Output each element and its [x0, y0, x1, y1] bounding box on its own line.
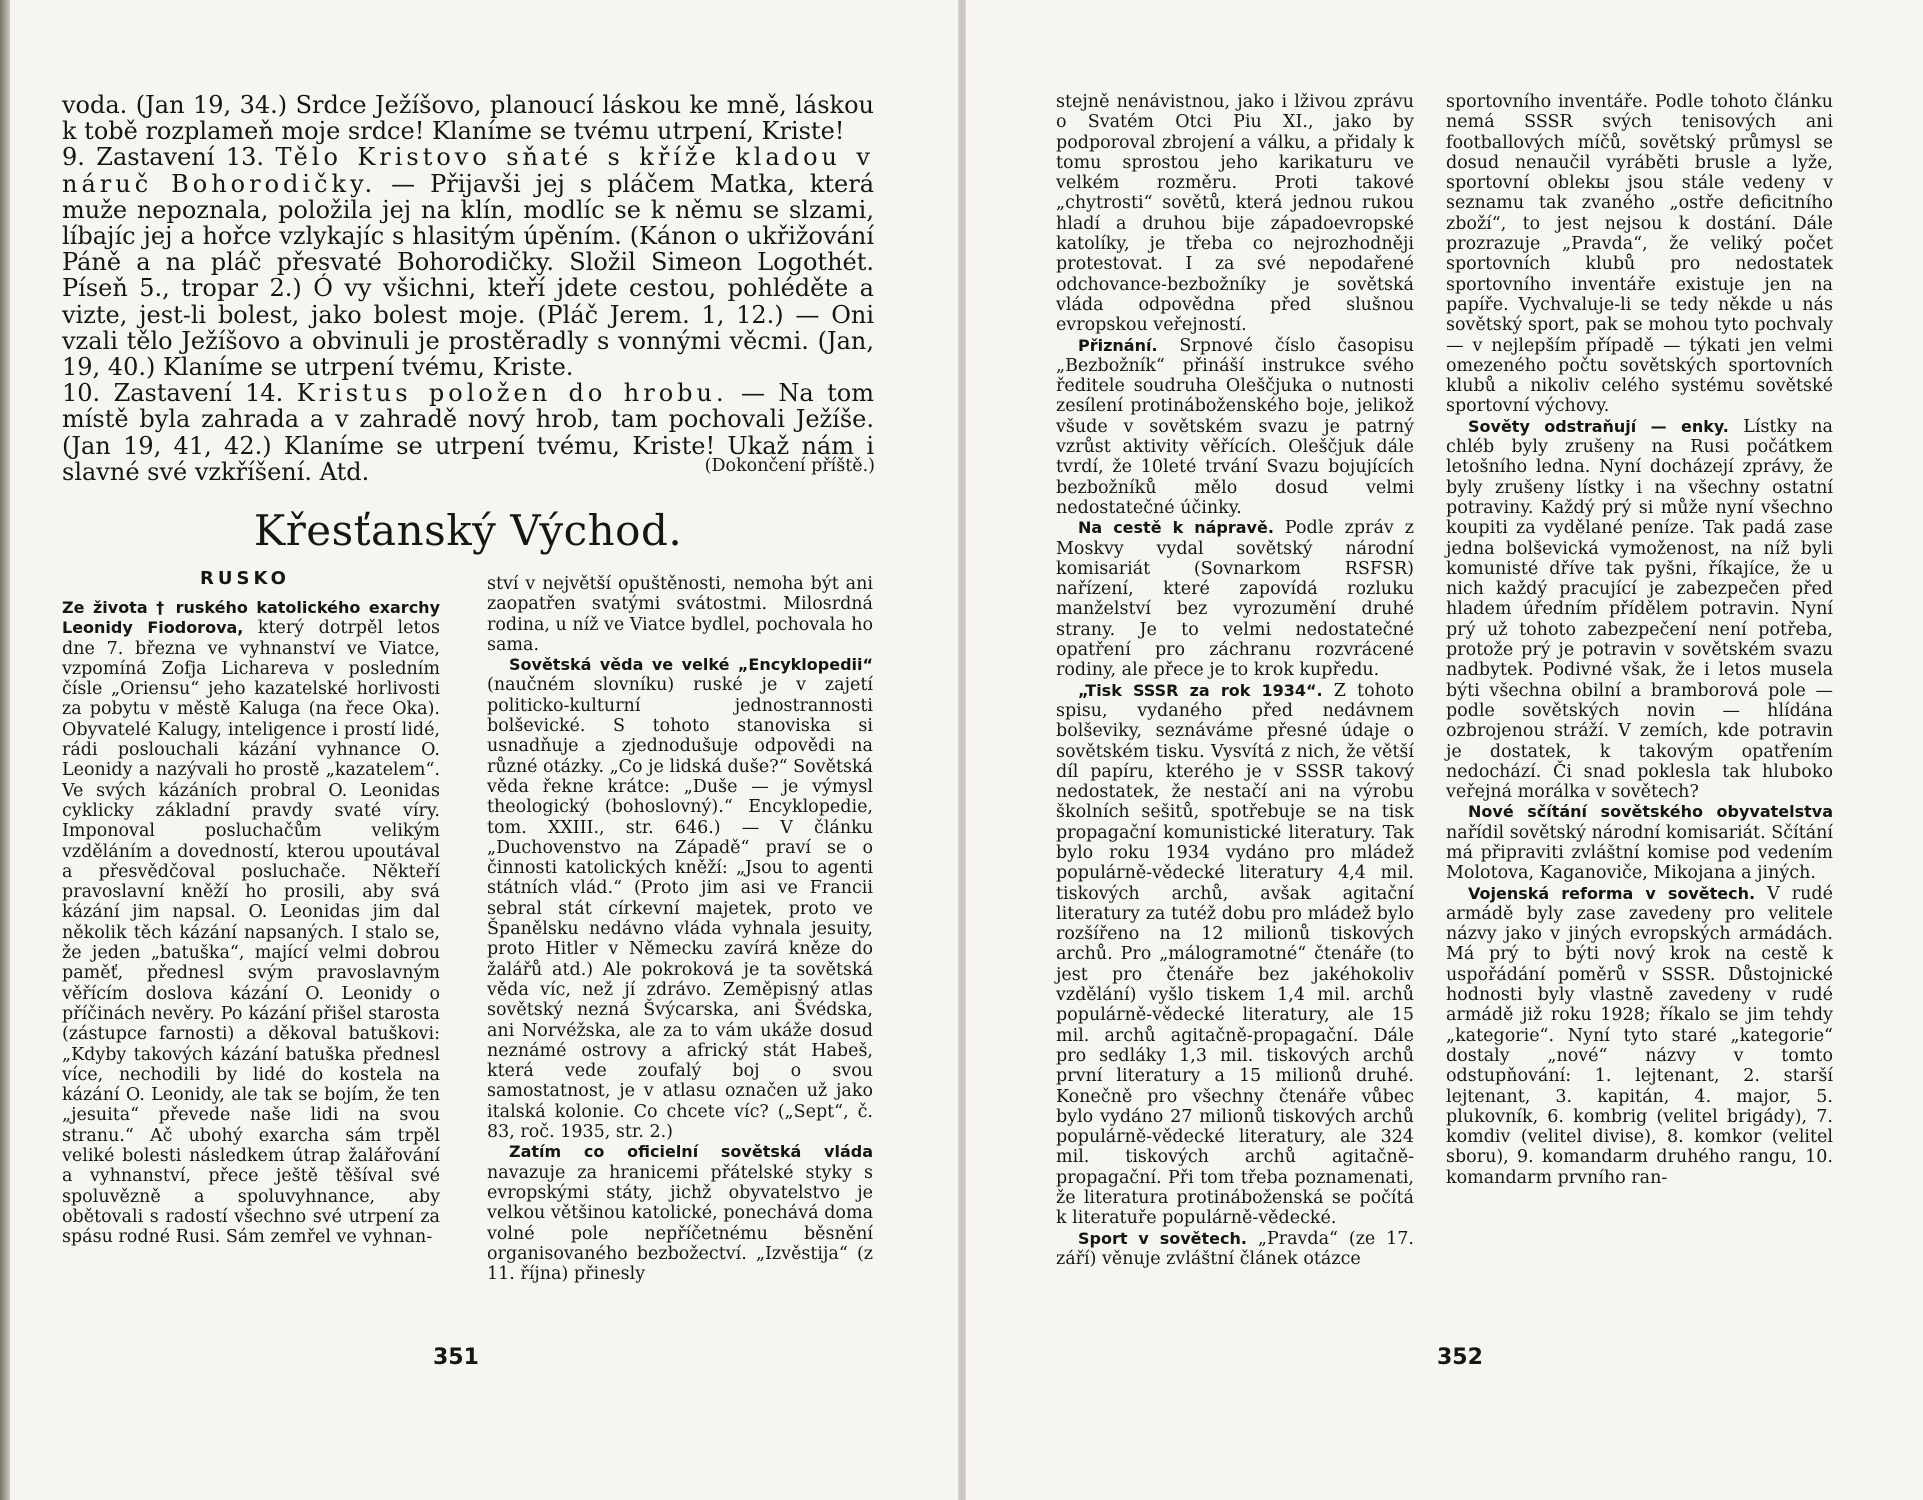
- article-paragraph: Ze života † ruského katolického exarchy Leonidy Fiodorova, který dotrpěl letos dne 7. března ve vyhnanství ve Viatce, vzpomíná Zofja Lichareva v posledním čísle „Oriensu“ jeho kazatelské horlivosti za pobytu v městě Kaluga (na řece Oka). Obyvatelé Kalugy, inteligence i prostí lidé, rádi poslouchali kázání vyhnance O. Leonidy a nazývali ho prostě „kazatelem“. Ve svých kázáních probral O. Leonidas cyklicky základní pravdy svaté víry. Imponoval posluchačům velikým vzděláním a dovedností, kterou upoutával a přesvědčoval posluchače. Někteří pravoslavní kněží ho prosili, aby svá kázání jim napsal. O. Leonidas jim dal několik těch kázání napsaných. I stalo se, že jeden „batuška“, mající velmi dobrou paměť, přednesl svým pravoslavným věřícím doslova kázání O. Leonidy o příčinách nevěry. Po kázání přišel starosta (zástupce farnosti) a děkoval batuškovi: „Kdyby takových kázání batuška přednesl více, nechodili by lidé do kostela na kázání O. Leonidy, ale tak se bojím, že ten „jesuita“ převede naše lidi na svou stranu.“ Ač ubohý exarcha sám trpěl veliké bolesti následkem útrap žalářování a vyhnanství, přece ještě těšíval své spoluvězně a spoluvyhnance, aby obětovali s radostí všechno své utrpení za spásu rodné Rusi. Sám zemřel ve vyhnan-: [62, 598, 440, 1248]
- article-paragraph: Zatím co oficielní sovětská vláda navazuje za hranicemi přátelské styky s evropskými státy, jichž obyvatelstvo je velkou většinou katolické, ponechává doma volné pole nepříčetnému běsnění organisovaného bezbožectví. „Izvěstija“ (z 11. října) přinesly: [487, 1142, 873, 1285]
- station-14: 10. Zastavení 14. Kristus položen do hrobu. — Na tom místě byla zahrada a v zahradě nový hrob, tam pochovali Ježíše. (Jan 19, 41, 42.) Klaníme se utrpení tvému, Kriste! Ukaž nám i slavné své vzkříšení. Atd.: [62, 379, 874, 486]
- article-paragraph: Vojenská reforma v sovětech. V rudé armádě byly zase zavedeny pro velitele názvy jako v jiných evropských armádách. Má prý to býti nový krok na cestě k uspořádání poměrů v SSSR. Důstojnické hodnosti byly vlastně zavedeny v rudé armádě již roku 1928; říkalo se jim tehdy „kategorie“. Nyní tyto staré „kategorie“ dostaly „nové“ názvy v tomto odstupňování: 1. lejtenant, 2. starší lejtenant, 3. kapitán, 4. major, 5. plukovník, 6. kombrig (velitel brigády), 7. komdiv (velitel divise), 8. komkor (velitel sboru), 9. komandarm druhého rangu, 10. komandarm prvního ran-: [1446, 883, 1833, 1188]
- right-page: [966, 0, 1923, 1500]
- left-column-1: [62, 598, 440, 1248]
- article-lead: Přiznání.: [1078, 335, 1158, 355]
- to-be-continued-note: (Dokončení příště.): [704, 456, 875, 476]
- section-title: Křesťanský Východ.: [253, 506, 683, 555]
- station-14-title: Kristus položen do hrobu.: [296, 379, 728, 408]
- article-lead: Zatím co oficielní sovětská vláda: [509, 1142, 873, 1162]
- article-paragraph: Sověty odstraňují — enky. Lístky na chléb byly zrušeny na Rusi počátkem letošního ledna. Nyní docházejí zprávy, že byly zrušeny lístky i na všechny ostatní potraviny. Každý prý si může nyní všechno koupiti za vydělané peníze. Tak padá zase jedna bolševická vymoženost, na níž byli komunisté dříve tak pyšni, říkajíce, že u nich každý pracující je zabezpečen před hladem úředním přídělem potravin. Nyní prý už tohoto zabezpečení není potřeba, protože prý je potravin v sovětském svazu nadbytek. Podivné však, že i letos musela býti všechna obilní a bramborová pole — podle sovětských novin — hlídána ozbrojenou stráží. V zemích, kde potravin je dostatek, k takovým opatřením nedochází. Či snad poklesla tak hluboko veřejná morálka v sovětech?: [1446, 416, 1833, 803]
- station-13-title: Tělo Kristovo sňaté s kříže kladou v náruč Bohorodičky.: [62, 143, 874, 198]
- article-paragraph: Nové sčítání sovětského obyvatelstva nařídil sovětský národní komisariát. Sčítání má připraviti zvláštní komise pod vedením Molotova, Kaganoviče, Mikojana a jiných.: [1446, 802, 1833, 884]
- left-page: [0, 0, 958, 1500]
- article-lead: Sport v sovětech.: [1078, 1228, 1247, 1248]
- page-edge-shadow: [0, 0, 10, 1500]
- top-paragraph: voda. (Jan 19, 34.) Srdce Ježíšovo, planoucí láskou ke mně, láskou k tobě rozplameň moje srdce! Klaníme se tvému utrpení, Kriste!: [62, 91, 874, 146]
- article-lead: „Tisk SSSR za rok 1934“.: [1078, 680, 1323, 700]
- article-lead: Vojenská reforma v sovětech.: [1468, 883, 1756, 903]
- right-column-1: [1056, 92, 1414, 1269]
- article-paragraph: Přiznání. Srpnové číslo časopisu „Bezbožník“ přináší instrukce svého ředitele soudruha Oleščjuka o nutnosti zesílení protináboženského boje, jelikož všude v sovětském svazu je patrný vzrůst aktivity věřících. Oleščjuk dále tvrdí, že 10leté trvání Svazu bojujících bezbožníků mělo dosud velmi nedostatečné účinky.: [1056, 335, 1414, 518]
- article-lead: Nové sčítání sovětského obyvatelstva: [1468, 802, 1833, 822]
- station-13: 9. Zastavení 13. Tělo Kristovo sňaté s kříže kladou v náruč Bohorodičky. — Přijavši jej s pláčem Matka, která muže nepoznala, položila jej na klín, modlíc se k němu se slzami, líbajíc jej a hořce vzlykajíc s hlasitým úpěním. (Kánon o ukřižování Páně a na pláč přesvaté Bohorodičky. Složil Simeon Logothét. Píseň 5., tropar 2.) Ó vy všichni, kteří jdete cestou, pohléděte a vizte, jest-li bolest, jako bolest moje. (Pláč Jerem. 1, 12.) — Oni vzali tělo Ježíšovo a obvinuli je prostěradly s vonnými věcmi. (Jan, 19, 40.) Klaníme se utrpení tvému, Kriste.: [62, 143, 874, 382]
- article-lead: Ze života † ruského katolického exarchy Leonidy Fiodorova,: [62, 598, 440, 638]
- article-lead: Sovětská věda ve velké „Encyklopedii“: [509, 655, 873, 675]
- page-number-left: 351: [433, 1345, 479, 1370]
- article-lead: Na cestě k nápravě.: [1078, 518, 1274, 538]
- subheading-rusko: RUSKO: [200, 568, 290, 589]
- article-paragraph: stejně nenávistnou, jako i lživou zprávu o Svatém Otci Piu XI., jako by podporoval zbrojení a válku, a přidaly k tomu sprostou jeho karikaturu ve velkém rozměru. Proti takové „chytrosti“ sovětů, která jednou rukou hladí a druhou bije západoevropské katolíky, je třeba co nejrozhodněji protestovat. I za své nepodařené odchovance-bezbožníky je sovětská vláda odpovědna před slušnou evropskou veřejností.: [1056, 92, 1414, 336]
- article-paragraph: „Tisk SSSR za rok 1934“. Z tohoto spisu, vydaného před nedávnem bolševiky, seznáváme přesné údaje o sovětském tisku. Vysvítá z nich, že větší díl papíru, kterého je v SSSR takový nedostatek, že nestačí ani na výrobu školních sešitů, spotřebuje se na tisk propagační komunistické literatury. Tak bylo roku 1934 vydáno pro mládež populárně-vědecké literatury 4,4 mil. tiskových archů, avšak agitační literatury za tutéž dobu pro mládež bylo rozšířeno na 12 milionů tiskových archů. Pro „málogramotné“ čtenáře (to jest pro čtenáře bez jakéhokoliv vzdělání) vyšlo tiskem 1,4 mil. archů populárně-vědecké literatury, ale 15 mil. archů agitačně-propagační. Dále pro sedláky 1,3 mil. tiskových archů první literatury a 15 milionů druhé. Konečně pro všechny čtenáře vůbec bylo vydáno 27 milionů tiskových archů populárně-vědecké literatury, ale 324 mil. tiskových archů agitačně-propagační. Při tom třeba poznamenati, že literatura protináboženská se počítá k literatuře populárně-vědecké.: [1056, 680, 1414, 1229]
- right-column-2: [1446, 92, 1833, 1188]
- article-paragraph: ství v největší opuštěnosti, nemoha být ani zaopatřen svatými svátostmi. Milosrdná rodina, u níž ve Viatce bydlel, pochovala ho sama.: [487, 574, 873, 655]
- article-paragraph: sportovního inventáře. Podle tohoto článku nemá SSSR svých tenisových ani footballových míčů, sovětský průmysl se dosud nenaučil vyráběti brusle a lyže, sportovní oblekы jsou stále vedeny v seznamu tak zvaného „ostře deficitního zboží“, to jest nejsou k dostání. Dále prozrazuje „Pravda“, že veliký počet sportovních klubů pro nedostatek sportovního inventáře existuje jen na papíře. Vychvaluje-li se tedy někde u nás sovětský sport, pak se mohou tyto pochvaly — v nejlepším případě — týkati jen velmi omezeného počtu sovětských sportovních klubů a nikoliv celého systému sovětské sportovní výchovy.: [1446, 92, 1833, 417]
- page-number-right: 352: [1437, 1345, 1483, 1370]
- book-gutter: [958, 0, 966, 1500]
- article-paragraph: Sport v sovětech. „Pravda“ (ze 17. září) věnuje zvláštní článek otázce: [1056, 1228, 1414, 1269]
- article-paragraph: Na cestě k nápravě. Podle zpráv z Moskvy vydal sovětský národní komisariát (Sovnarkom RSFSR) nařízení, které zapovídá rozluku manželství bez vyrozumění druhé strany. Je to velmi nedostatečné opatření pro záchranu rozvrácené rodiny, ale přece je to krok kupředu.: [1056, 518, 1414, 681]
- top-block: [62, 92, 874, 485]
- article-lead: Sověty odstraňují — enky.: [1468, 416, 1729, 436]
- article-paragraph: Sovětská věda ve velké „Encyklopedii“ (naučném slovníku) ruské je v zajetí politicko-kulturní jednostrannosti bolševické. S tohoto stanoviska si usnadňuje a zjednodušuje odpovědi na různé otázky. „Co je lidská duše?“ Sovětská věda řekne krátce: „Duše — je výmysl theologický (bohoslovný).“ Encyklopedie, tom. XXIII., str. 646.) — V článku „Duchovenstvo na Západě“ praví se o činnosti katolických kněží: „Jsou to agenti státních vlád.“ (Proto jim asi ve Francii sebral stát církevní majetek, proto ve Španělsku nedávno vláda vyhnala jesuity, proto Hitler v Německu zavírá kněze do žalářů atd.) Ale pokroková je ta sovětská věda víc, než jí zdrávo. Zeměpisný atlas sovětský nezná Švýcarska, ani Švédska, ani Norvéžska, ale za to vám ukáže dosud neznámé ostrovy a africký stát Habeš, která vede zoufalý boj o svou samostatnost, je v atlasu označen už jako italská kolonie. Co chcete víc? („Sept“, č. 83, roč. 1935, str. 2.): [487, 655, 873, 1143]
- left-column-2: [487, 574, 873, 1284]
